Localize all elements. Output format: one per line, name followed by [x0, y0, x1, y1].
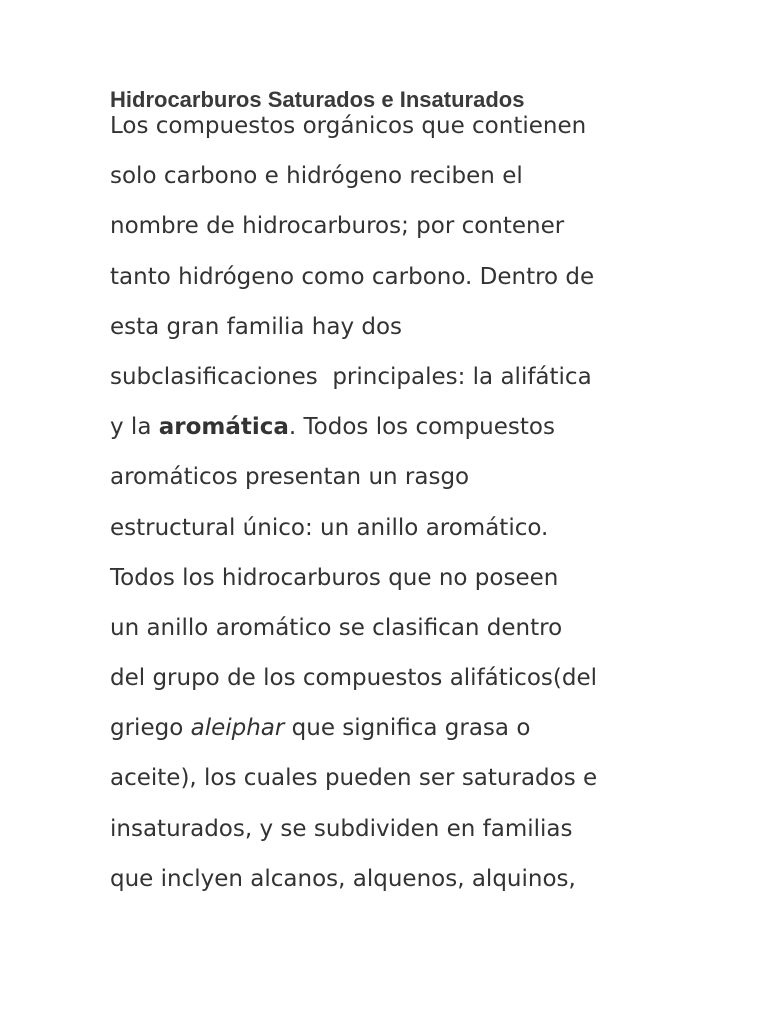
- text-line: insaturados, y se subdividen en familias: [110, 815, 573, 842]
- text-line: aceite), los cuales pueden ser saturados e: [110, 765, 598, 792]
- text-line: griego aleiphar que significa grasa o: [110, 715, 531, 742]
- text-line: del grupo de los compuestos alifáticos(del: [110, 665, 597, 692]
- document-title: Hidrocarburos Saturados e Insaturados: [110, 87, 525, 112]
- text-line: Todos los hidrocarburos que no poseen: [110, 564, 559, 591]
- text-line: esta gran familia hay dos: [110, 313, 403, 340]
- text-line: que inclyen alcanos, alquenos, alquinos,: [110, 865, 576, 892]
- text-line: y la aromática. Todos los compuestos: [110, 414, 555, 441]
- text-line: subclasificaciones principales: la alifática: [110, 363, 592, 390]
- document-page: [110, 86, 710, 904]
- emphasis-bold-aromatica: aromática: [158, 414, 289, 441]
- text-line: tanto hidrógeno como carbono. Dentro de: [110, 263, 595, 290]
- text-line: Los compuestos orgánicos que contienen: [110, 113, 587, 139]
- document-body: [110, 101, 710, 904]
- text-line: nombre de hidrocarburos; por contener: [110, 213, 565, 240]
- text-line: solo carbono e hidrógeno reciben el: [110, 163, 523, 190]
- text-line: estructural único: un anillo aromático.: [110, 514, 549, 541]
- text-line: aromáticos presentan un rasgo: [110, 464, 470, 491]
- text-line: un anillo aromático se clasifican dentro: [110, 614, 563, 641]
- emphasis-italic-aleiphar: aleiphar: [190, 715, 285, 742]
